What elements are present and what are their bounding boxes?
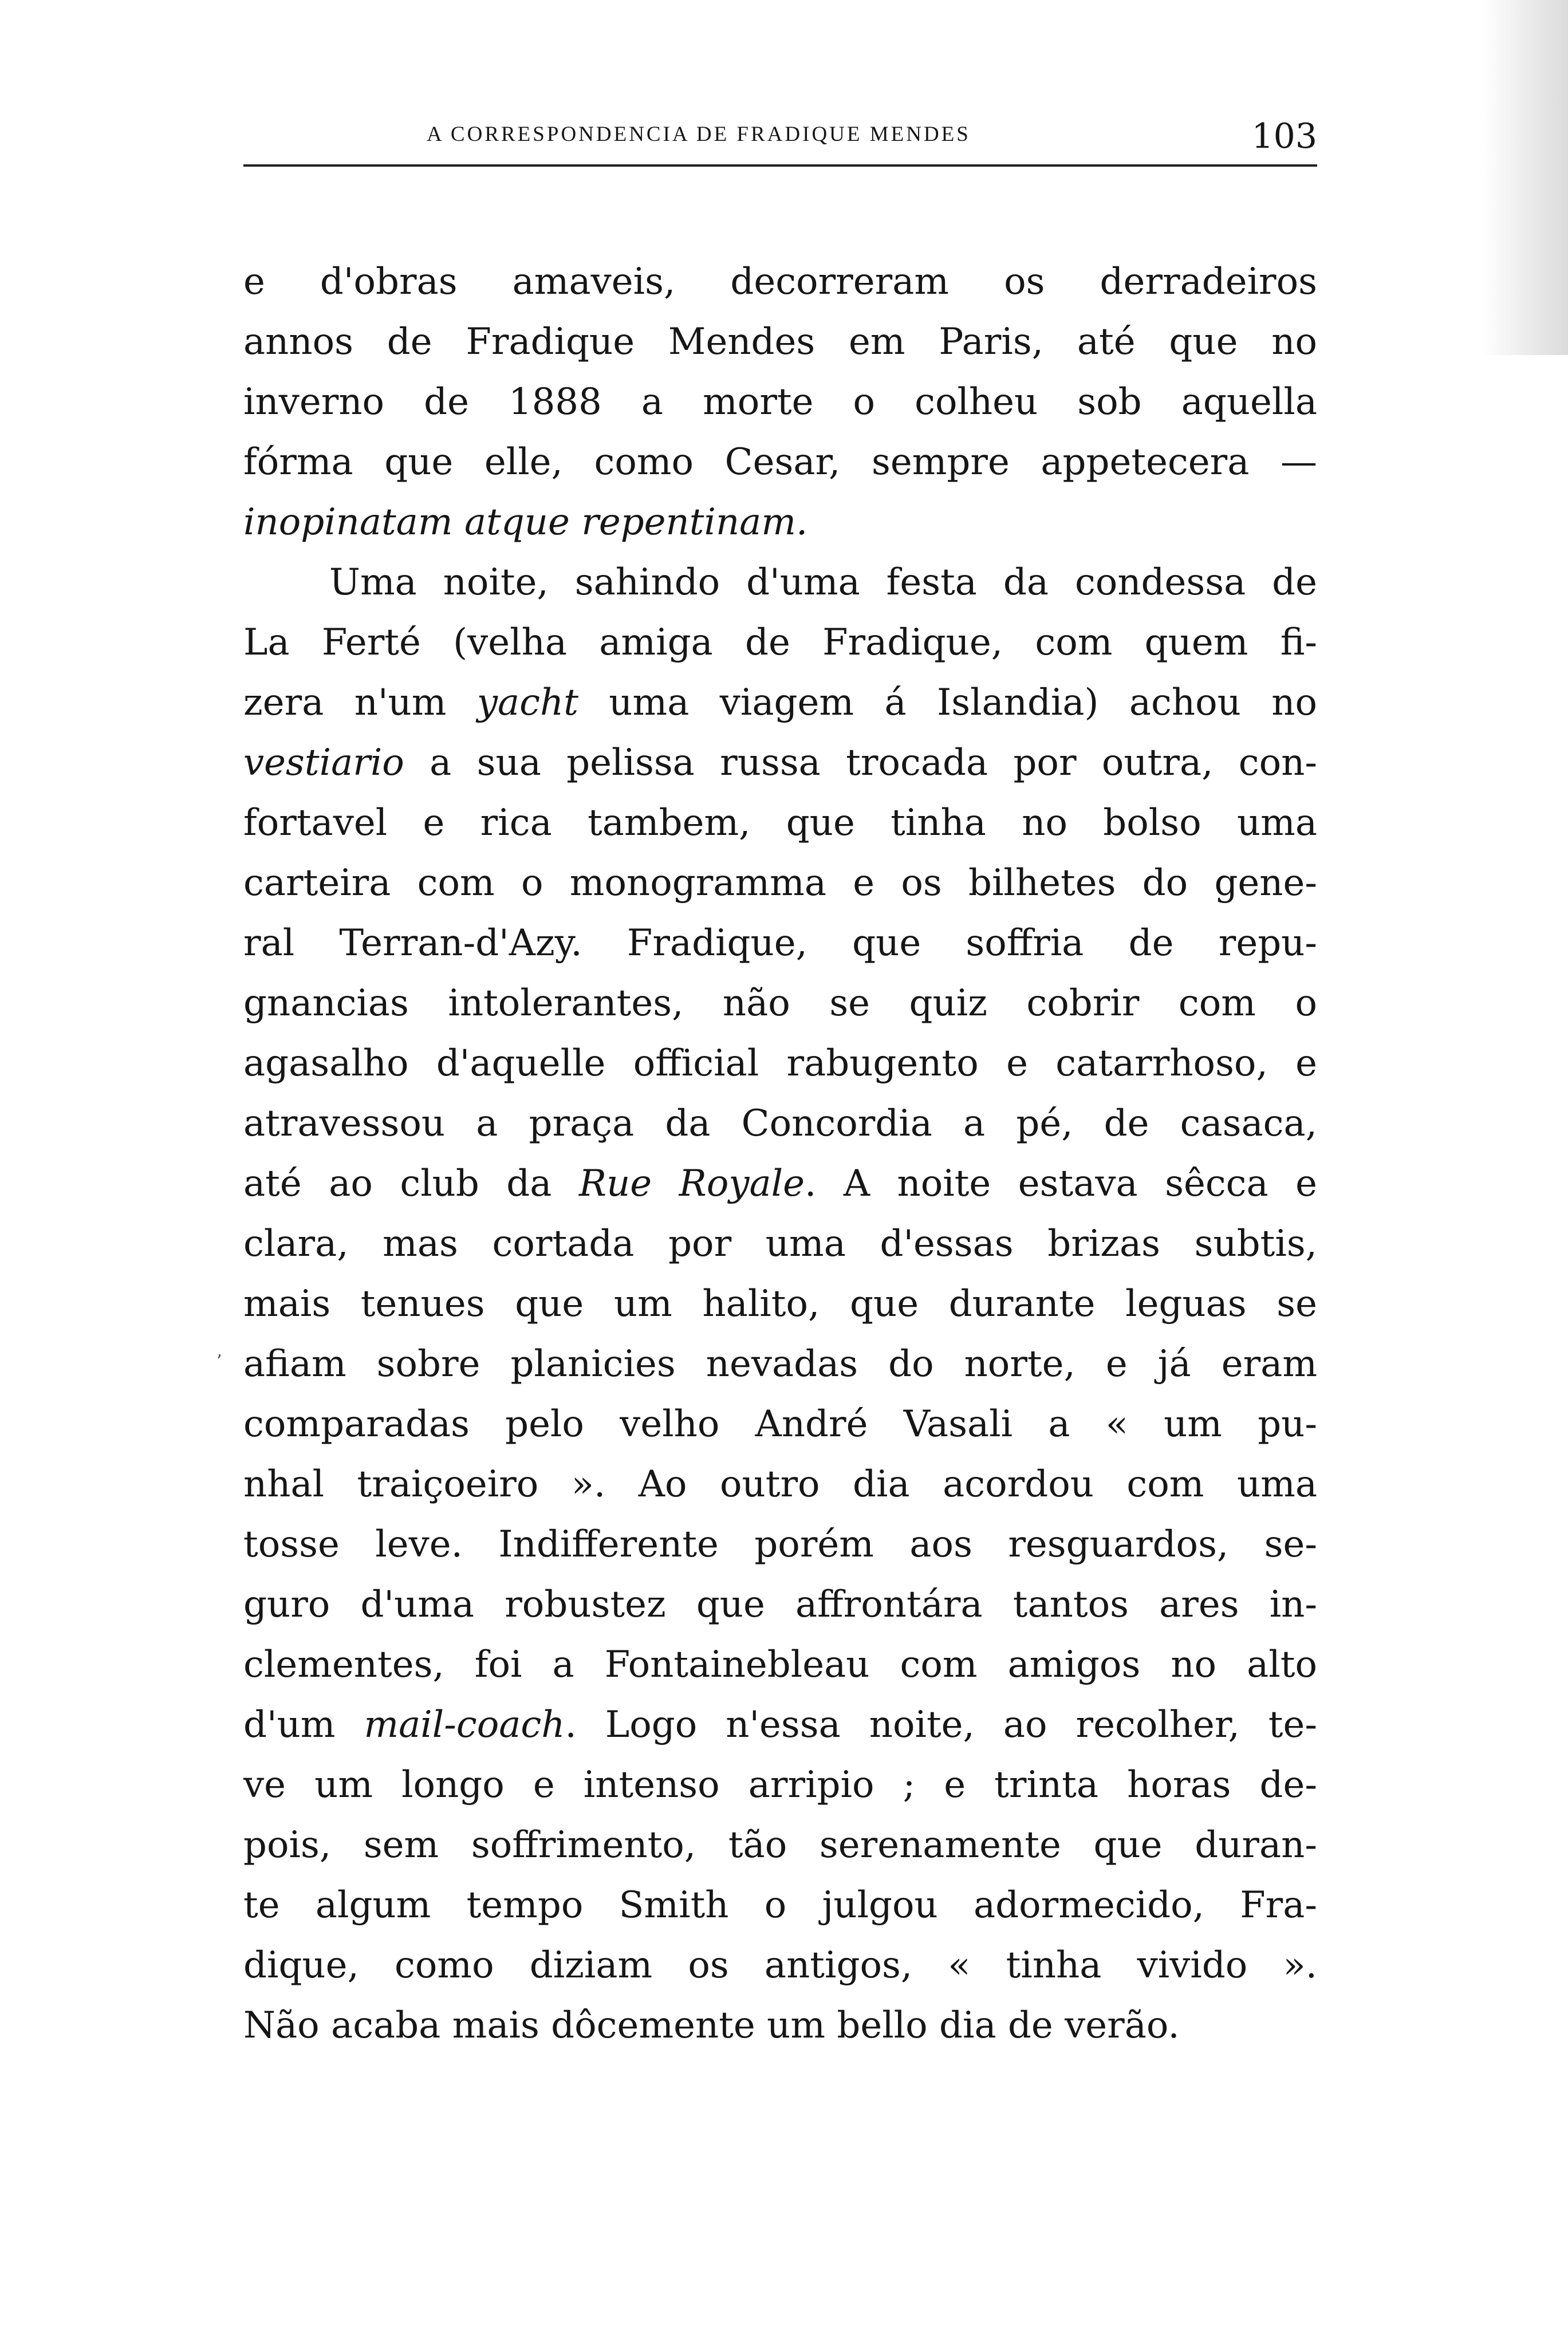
text-line: guro d'uma robustez que affrontára tantos ares in- [243,1583,1317,1626]
text-line: comparadas pelo velho André Vasali a « um pu- [243,1403,1317,1445]
text-run: a sua pelissa russa trocada por outra, con- [404,742,1317,784]
text-line: fórma que elle, como Cesar, sempre appetecera — [243,441,1317,483]
text-line: clementes, foi a Fontainebleau com amigos no alto [243,1644,1317,1686]
text-line: afiam sobre planicies nevadas do norte, e já eram [243,1343,1317,1385]
text-line: Uma noite, sahindo d'uma festa da condessa de [329,561,1317,604]
page-header [243,117,1317,169]
italic-term-mail-coach: mail-coach [364,1704,565,1746]
text-line: e d'obras amaveis, decorreram os derradeiros [243,261,1317,303]
text-run: até ao club da [243,1162,579,1205]
text-line: mais tenues que um halito, que durante leguas se [243,1283,1317,1325]
text-line: inverno de 1888 a morte o colheu sob aquella [243,381,1317,423]
text-line: dique, como diziam os antigos, « tinha vivido ». [243,1944,1317,1987]
stray-ink-mark: ’ [216,1351,222,1372]
text-line [243,1154,1317,1214]
italic-term-rue-royale: Rue Royale [578,1162,805,1205]
header-rule [243,164,1317,167]
italic-term-yacht: yacht [476,681,578,724]
text-run: . A noite estava sêcca e [805,1162,1318,1205]
text-line: gnancias intolerantes, não se quiz cobrir com o [243,982,1317,1024]
text-line-final: Não acaba mais dôcemente um bello dia de verão. [243,2004,1180,2047]
text-run: d'um [243,1704,364,1746]
text-line [243,673,1317,733]
text-line: pois, sem soffrimento, tão serenamente que duran- [243,1824,1317,1866]
text-line [243,1695,1317,1755]
text-line: ral Terran-d'Azy. Fradique, que soffria de repu- [243,922,1317,964]
running-title: A CORRESPONDENCIA DE FRADIQUE MENDES [427,123,971,146]
text-line: te algum tempo Smith o julgou adormecido, Fra- [243,1884,1317,1926]
text-line: La Ferté (velha amiga de Fradique, com quem fi- [243,621,1317,664]
body-text [243,252,1317,2056]
text-line-latin-quote: inopinatam atque repentinam. [243,501,808,543]
text-line: nhal traiçoeiro ». Ao outro dia acordou com uma [243,1463,1317,1506]
text-run: zera n'um [243,681,477,724]
italic-term-vestiario: vestiario [243,742,404,784]
text-run: . Logo n'essa noite, ao recolher, te- [565,1704,1318,1746]
text-line: fortavel e rica tambem, que tinha no bolso uma [243,802,1317,844]
text-line: clara, mas cortada por uma d'essas brizas subtis, [243,1223,1317,1265]
text-line: annos de Fradique Mendes em Paris, até que no [243,321,1317,363]
text-line: tosse leve. Indifferente porém aos resguardos, se- [243,1523,1317,1566]
text-line: ve um longo e intenso arripio ; e trinta horas de- [243,1764,1317,1806]
text-line: atravessou a praça da Concordia a pé, de casaca, [243,1102,1317,1145]
text-line [243,733,1317,793]
text-line: carteira com o monogramma e os bilhetes do gene- [243,862,1317,904]
page-edge-shadow [1482,0,1568,355]
text-run: uma viagem á Islandia) achou no [578,681,1317,724]
text-line: agasalho d'aquelle official rabugento e catarrhoso, e [243,1042,1317,1085]
page-number: 103 [1251,116,1317,156]
